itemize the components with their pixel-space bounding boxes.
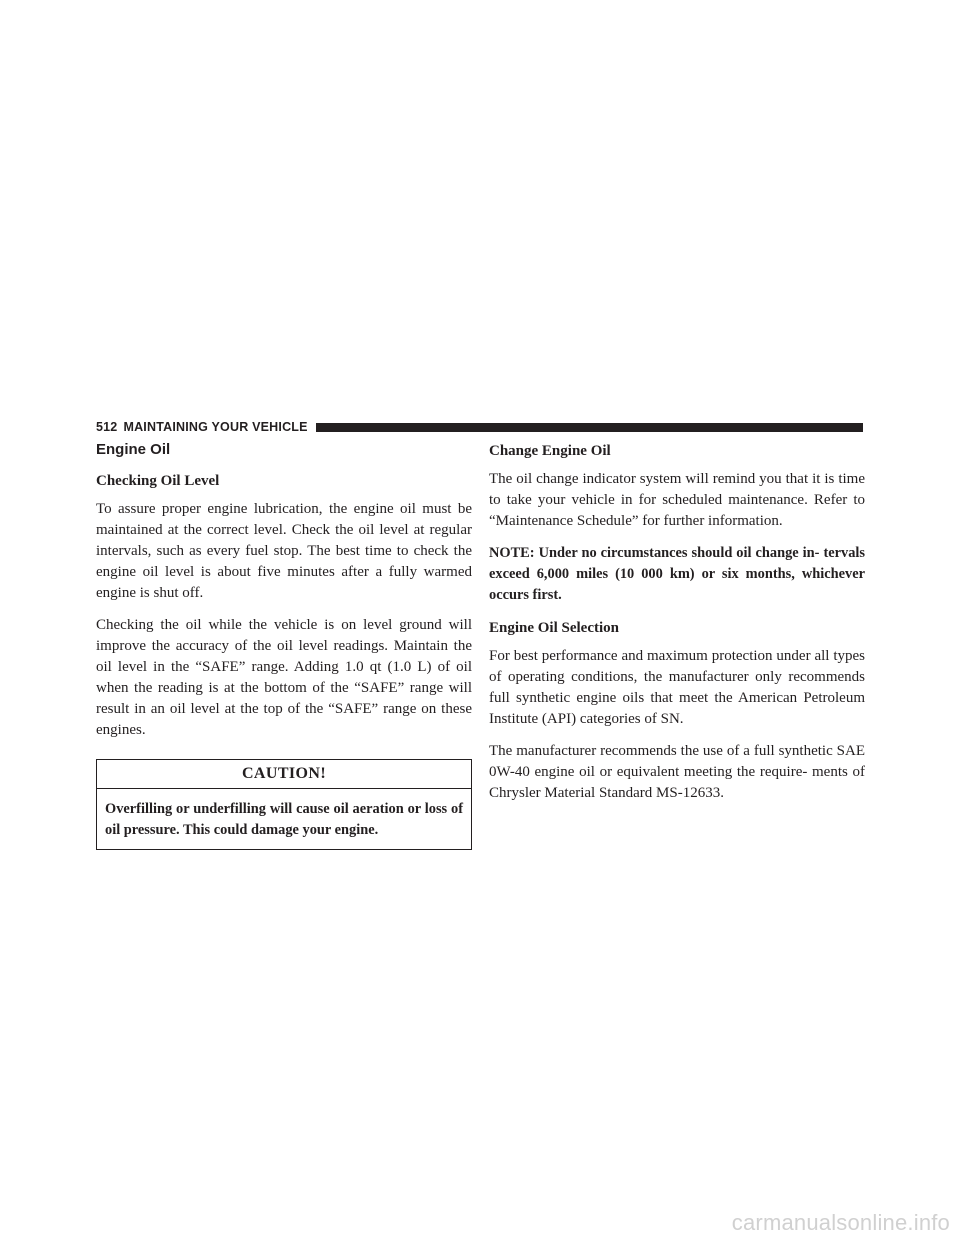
caution-text: Overfilling or underfilling will cause oil aeration or loss of oil pressure. This could damage your engine. (105, 801, 463, 838)
checking-oil-paragraph-2: Checking the oil while the vehicle is on level ground will improve the accuracy of the oil level readings. Maintain the oil level in the “SAFE” range. Adding 1.0 qt (1.0 L) of oil when the reading is at the bottom of the “SAFE” range will result in an oil level at the top of the “SAFE” range on these engines. (96, 617, 472, 738)
left-column (96, 441, 472, 850)
caution-box (96, 759, 472, 850)
change-engine-oil-heading: Change Engine Oil (489, 443, 611, 459)
caution-title: CAUTION! (97, 760, 471, 789)
engine-oil-selection-heading: Engine Oil Selection (489, 620, 620, 636)
right-column (489, 441, 865, 815)
site-watermark: carmanualsonline.info (731, 1210, 950, 1235)
header-rule (316, 423, 863, 432)
checking-oil-level-heading: Checking Oil Level (96, 473, 220, 489)
change-oil-paragraph: The oil change indicator system will remind you that it is time to take your vehicle in for scheduled maintenance. Refer to “Maintenance Schedule” for further information. (489, 471, 865, 529)
checking-oil-paragraph-1: To assure proper engine lubrication, the engine oil must be maintained at the correct level. Check the oil level at regular intervals, such as every fuel stop. The best time to check the engine oil level is about five minutes after a fully warmed engine is shut off. (96, 501, 472, 601)
oil-change-note: NOTE: Under no circumstances should oil change in- tervals exceed 6,000 miles (10 000 km) or six months, whichever occurs first. (489, 545, 865, 603)
page-number: 512 (96, 420, 118, 434)
engine-oil-heading: Engine Oil (96, 441, 171, 458)
page-header (96, 418, 863, 436)
oil-selection-paragraph-1: For best performance and maximum protection under all types of operating conditions, the manufacturer only recommends full synthetic engine oils that meet the American Petroleum Institute (API) categories of SN. (489, 648, 865, 727)
oil-selection-paragraph-2: The manufacturer recommends the use of a full synthetic SAE 0W-40 engine oil or equivalent meeting the require- ments of Chrysler Material Standard MS-12633. (489, 743, 865, 801)
section-title: MAINTAINING YOUR VEHICLE (123, 420, 308, 434)
